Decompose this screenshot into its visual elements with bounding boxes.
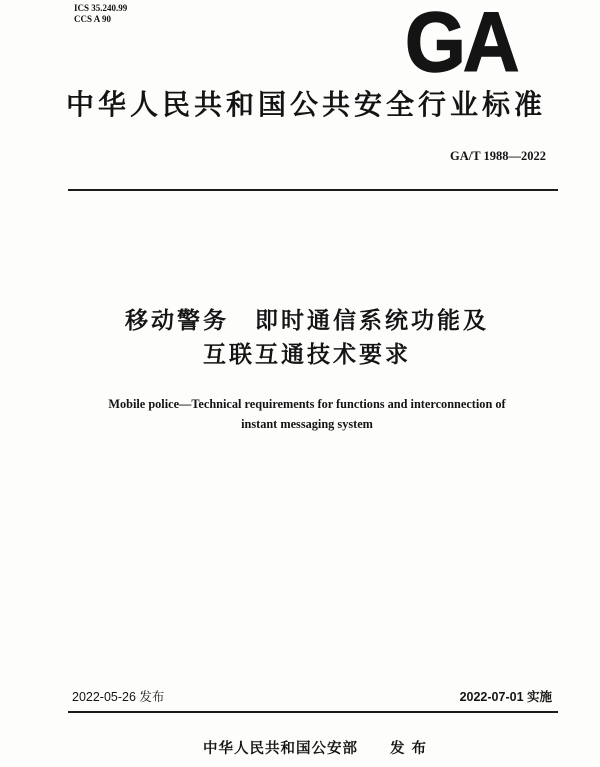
implementation-date: 2022-07-01 实施 [459, 690, 552, 704]
issuer-name: 中华人民共和国公安部 [202, 741, 358, 757]
industry-standard-title: 中华人民共和国公共安全行业标准 [65, 88, 546, 121]
ics-code: ICS 35.240.99 [74, 3, 128, 13]
ccs-code: CCS A 90 [74, 14, 112, 24]
document-title-en-line2: instant messaging system [241, 417, 373, 431]
top-divider [68, 189, 558, 191]
standard-number: GA/T 1988—2022 [450, 149, 546, 163]
bottom-divider [68, 711, 558, 713]
issuer-line [0, 739, 600, 759]
document-title-cn-line2: 互联互通技术要求 [203, 342, 411, 368]
issue-date: 2022-05-26 发布 [72, 690, 165, 704]
document-title-en-line1: Mobile police—Technical requirements for functions and interconnection of [108, 397, 506, 411]
issuer-action: 发 布 [389, 741, 428, 757]
document-title-cn-line1: 移动警务 即时通信系统功能及 [125, 308, 489, 334]
ga-logo: GA [405, 0, 517, 89]
